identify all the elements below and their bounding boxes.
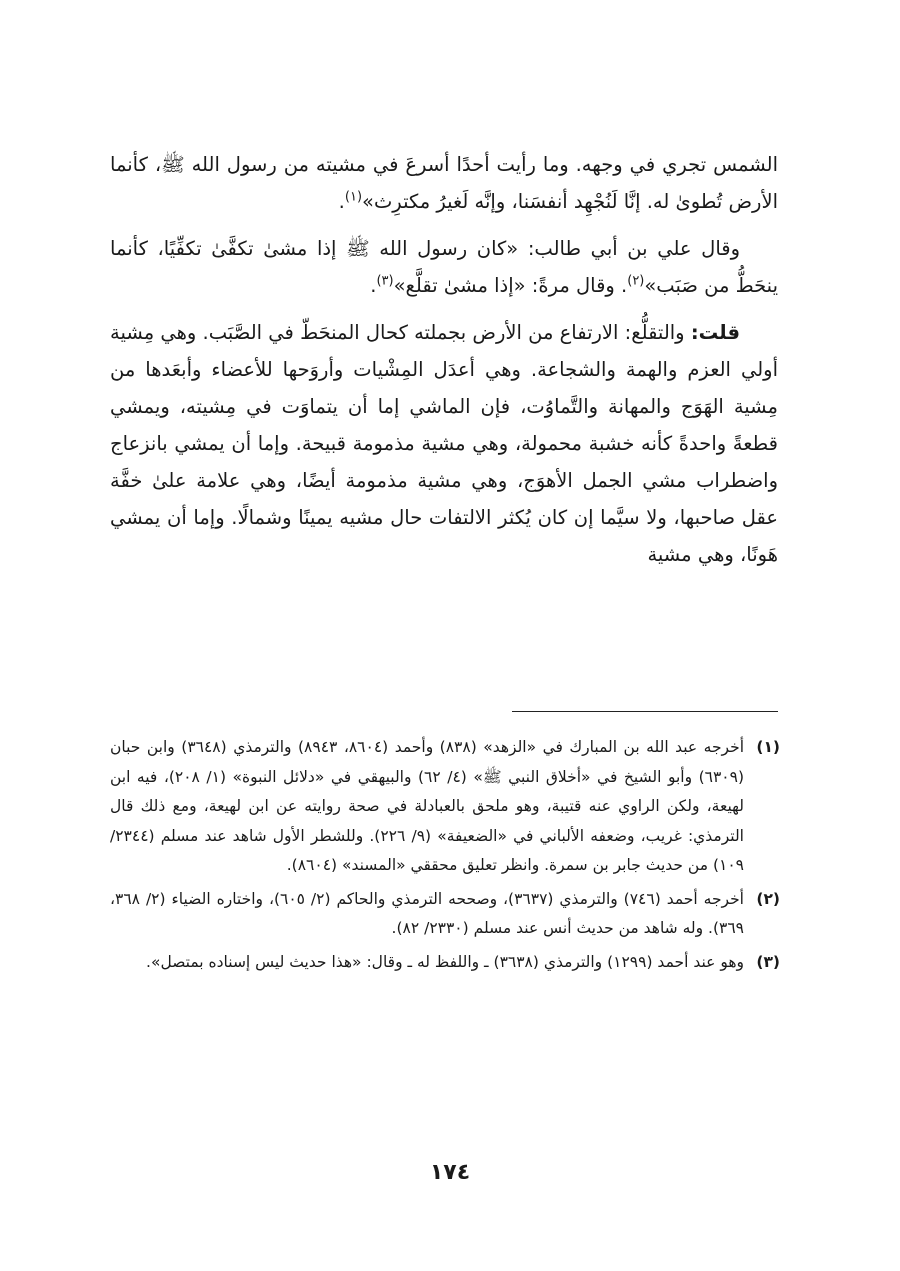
paragraph-2: [110, 230, 778, 304]
footnote-text: [110, 948, 744, 978]
footnote-line: أخرجه أحمد (٧٤٦) والترمذي (٣٦٣٧)، وصححه الترمذي والحاكم (٢/ ٦٠٥)،: [268, 889, 744, 908]
paragraph-1: [110, 146, 778, 220]
footnote-line: (٢٣٣٠/ ٨٢).: [391, 919, 469, 937]
footnote-line: الألباني في «الضعيفة» (٩/ ٢٢٦). وللشطر الأول شاهد عند مسلم (٢٣٤٤/ ١٠٩): [110, 826, 744, 874]
text-line: كأنما ينحَطُّ من صَبَب»: [110, 237, 778, 297]
page-number: ١٧٤: [429, 1160, 471, 1185]
footnote-line: (٣٦٤٨) وابن حبان (٦٣٠٩) وأبو الشيخ في «أخلاق النبي ﷺ» (٤/ ٦٢) والبيهقي: [110, 738, 744, 786]
footnote-number: (١): [756, 738, 780, 756]
footnote-line: أخرجه عبد الله بن المبارك في «الزهد» (٨٣٨) وأحمد (٨٦٠٤، ٨٩٤٣) والترمذي: [233, 738, 744, 756]
footnote-number: (٢): [756, 889, 780, 908]
footnote-line: بالعبادلة في صحة روايته عن ابن لهيعة، ومع ذلك قال الترمذي: غريب، وضعفه: [110, 797, 744, 845]
footnote-1: [110, 733, 780, 881]
punctuation: .: [338, 190, 345, 213]
text-line: وقال علي بن أبي طالب: «كان رسول الله ﷺ إذا مشىٰ تكفَّىٰ تكفِّيًا،: [157, 237, 741, 260]
footnotes: [110, 733, 780, 981]
footnote-3: [110, 948, 780, 978]
footnote-line: في «دلائل النبوة» (١/ ٢٠٨)، فيه ابن لهيعة، ولكن الراوي عنه قتيبة، وهو ملحق: [110, 767, 744, 815]
footnote-line: واختاره الضياء (٢/ ٣٦٨، ٣٦٩). وله شاهد من حديث أنس عند مسلم: [110, 889, 744, 937]
footnote-text: [110, 733, 744, 881]
footnote-ref[interactable]: (٢): [627, 273, 645, 289]
text-line: الشمس تجري في وجهه. وما رأيت أحدًا أسرعَ في مشيته من رسول الله ﷺ،: [154, 153, 778, 176]
footnote-line: من حديث جابر بن سمرة. وانظر تعليق محققي «المسند» (٨٦٠٤).: [286, 856, 709, 874]
text-line: . وقال مرةً: «إذا مشىٰ تقلَّع»: [393, 274, 628, 297]
paragraph-text: والتقلُّع: الارتفاع من الأرض بجملته كحال المنحَطّ في الصَّبَب. وهي مِشية أولي العزم والهمة والشجاعة. وهي أعدَل المِشْيات وأروَحها للأعضاء وأبعَدها من مِشية الهَوَج والمهانة والتَّماوُت، فإن الماشي إما أن يتماوَت في مِشيته، ويمشي قطعةً واحدةً كأنه خشبة محمولة، وهي مشية مذمومة قبيحة. وإما أن يمشي بانزعاج واضطراب مشي الجمل الأهوَج، وهي مشية مذمومة أيضًا، وهي علامة علىٰ خفَّة عقل صاحبها، ولا سيَّما إن كان يُكثر الالتفات حال مشيه يمينًا وشمالًا. وإما أن يمشي هَونًا، وهي مشية: [110, 321, 778, 566]
footnote-number: (٣): [756, 952, 780, 971]
paragraph-3: [110, 314, 778, 573]
paragraph-lead: قلت:: [690, 321, 740, 344]
punctuation: .: [370, 274, 377, 297]
footnote-text: [110, 885, 744, 944]
footnote-2: [110, 885, 780, 944]
footnote-ref[interactable]: (١): [344, 189, 363, 205]
footnote-ref[interactable]: (٣): [376, 273, 394, 289]
main-text: [110, 146, 778, 573]
text-line: كأنما الأرض تُطوىٰ له. إنَّا لَنُجْهِد أنفسَنا، وإنَّه لَغيرُ مكترِث»: [110, 153, 778, 213]
footnote-divider: [512, 711, 778, 712]
footnote-line: وهو عند أحمد (١٢٩٩) والترمذي (٣٦٣٨) ـ واللفظ له ـ وقال: «هذا حديث ليس: [255, 952, 744, 971]
footnote-line: إسناده بمتصل».: [146, 952, 251, 971]
